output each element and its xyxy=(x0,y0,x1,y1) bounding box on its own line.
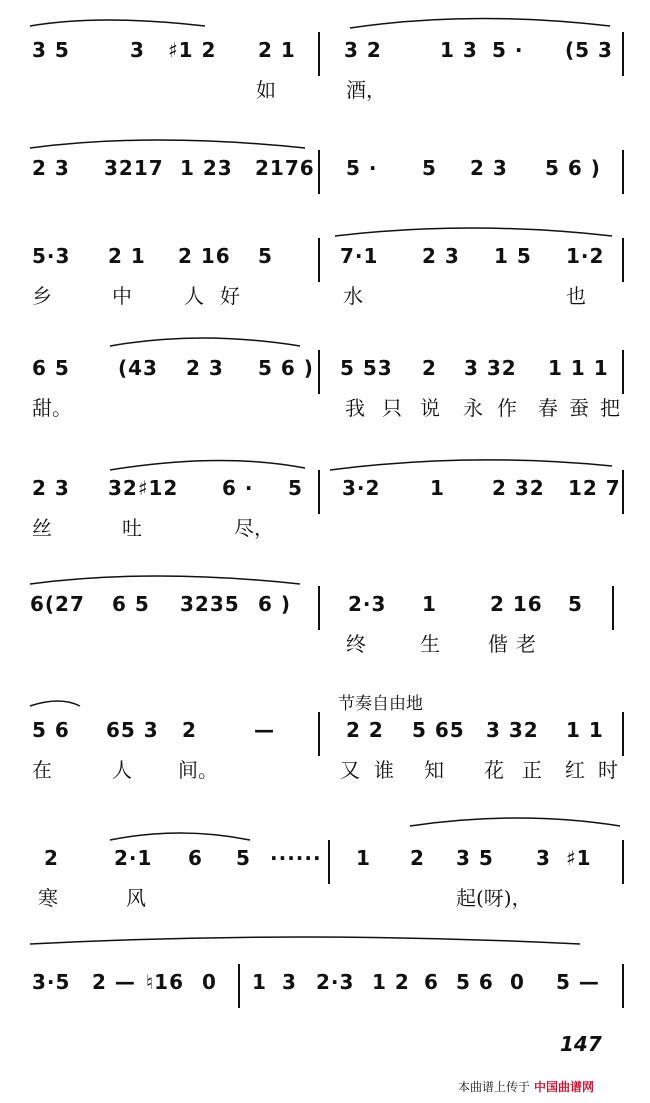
note-group: 3 xyxy=(282,970,297,994)
tempo-marking: 节奏自由地 xyxy=(338,694,423,714)
note-group: 6 5 xyxy=(32,356,70,380)
barline xyxy=(622,964,624,1008)
note-group: 5 6 ) xyxy=(258,356,314,380)
lyric-char: 永 xyxy=(463,396,483,420)
note-group: — xyxy=(254,718,275,742)
note-group: 6 · xyxy=(222,476,254,500)
note-group: 5 65 xyxy=(412,718,465,742)
notation-line xyxy=(0,568,650,628)
barline xyxy=(318,238,320,282)
lyrics-line xyxy=(0,74,650,114)
note-group: 1 3 xyxy=(440,38,478,62)
lyric-char: 风 xyxy=(126,886,146,910)
footer-prefix: 本曲谱上传于 xyxy=(458,1080,531,1094)
notation-line xyxy=(0,946,650,1006)
barline xyxy=(328,840,330,884)
note-group: ♮16 xyxy=(146,970,184,994)
note-group: 2 3 xyxy=(186,356,224,380)
barline xyxy=(238,964,240,1008)
note-group: 1 23 xyxy=(180,156,233,180)
lyric-char: 谁 xyxy=(374,758,394,782)
note-group: 5 · xyxy=(492,38,524,62)
note-group: 3 32 xyxy=(486,718,539,742)
lyric-char: 正 xyxy=(522,758,542,782)
note-group: 5 — xyxy=(556,970,600,994)
note-group: 3·2 xyxy=(342,476,381,500)
lyric-char: 人 xyxy=(112,758,132,782)
lyric-char: 生 xyxy=(420,632,440,656)
lyrics-line xyxy=(0,882,650,922)
notation-line xyxy=(0,332,650,392)
note-group: 5 xyxy=(422,156,437,180)
footer-brand: 中国曲谱网 xyxy=(534,1080,595,1094)
notation-line xyxy=(0,822,650,882)
note-group: 2 1 xyxy=(108,244,146,268)
lyric-char: 在 xyxy=(32,758,52,782)
note-group: (5 3 xyxy=(565,38,613,62)
lyrics-line xyxy=(0,1006,650,1046)
lyric-char: 尽， xyxy=(234,516,274,540)
note-group: 2 16 xyxy=(490,592,543,616)
note-group: 2 32 xyxy=(492,476,545,500)
note-group: 6 xyxy=(188,846,203,870)
note-group: 2 3 xyxy=(32,476,70,500)
barline xyxy=(318,586,320,630)
barline xyxy=(318,150,320,194)
note-group: 12 7 xyxy=(568,476,621,500)
note-group: 5 · xyxy=(346,156,378,180)
note-group: 2176 xyxy=(255,156,315,180)
lyric-char: 又 xyxy=(340,758,360,782)
lyric-char: 说 xyxy=(420,396,440,420)
note-group: 1 xyxy=(356,846,371,870)
note-group: 5 6 ) xyxy=(545,156,601,180)
lyric-char: 间。 xyxy=(178,758,218,782)
note-group: 2 xyxy=(422,356,437,380)
notation-line xyxy=(0,694,650,754)
note-group: 3·5 xyxy=(32,970,71,994)
barline xyxy=(622,840,624,884)
lyrics-line xyxy=(0,628,650,668)
note-group: 5 xyxy=(236,846,251,870)
barline xyxy=(612,586,614,630)
lyric-char: 只 xyxy=(382,396,402,420)
note-group: (43 xyxy=(118,356,158,380)
score-row xyxy=(0,694,650,814)
barline xyxy=(622,350,624,394)
lyric-char: 中 xyxy=(112,284,132,308)
footer-credit xyxy=(458,1078,594,1095)
note-group: 5 53 xyxy=(340,356,393,380)
note-group: 6 5 xyxy=(112,592,150,616)
lyric-char: 水 xyxy=(343,284,363,308)
lyric-char: 乡 xyxy=(32,284,52,308)
note-group: ······ xyxy=(270,846,322,870)
notation-line xyxy=(0,14,650,74)
barline xyxy=(622,238,624,282)
note-group: 3 5 xyxy=(32,38,70,62)
lyrics-line xyxy=(0,392,650,432)
lyric-char: 人 xyxy=(184,284,204,308)
note-group: 7·1 xyxy=(340,244,379,268)
note-group: 5 xyxy=(288,476,303,500)
lyrics-line xyxy=(0,512,650,552)
lyric-char: 酒， xyxy=(346,78,386,102)
note-group: ♯1 2 xyxy=(168,38,217,62)
note-group: 3 xyxy=(536,846,551,870)
barline xyxy=(318,470,320,514)
note-group: 6(27 xyxy=(30,592,85,616)
lyric-char: 我 xyxy=(345,396,365,420)
lyric-char: 时 xyxy=(598,758,618,782)
lyric-char: 丝 xyxy=(32,516,52,540)
lyric-char: 甜。 xyxy=(32,396,72,420)
note-group: 5·3 xyxy=(32,244,71,268)
note-group: 2 2 xyxy=(346,718,384,742)
note-group: 6 xyxy=(424,970,439,994)
note-group: 2 — xyxy=(92,970,136,994)
notation-line xyxy=(0,220,650,280)
barline xyxy=(318,350,320,394)
note-group: 3 5 xyxy=(456,846,494,870)
note-group: 2 xyxy=(44,846,59,870)
score-row xyxy=(0,568,650,688)
lyric-char: 吐 xyxy=(122,516,142,540)
note-group: 2·3 xyxy=(316,970,355,994)
lyric-char: 起(呀)， xyxy=(456,886,532,910)
note-group: 3 32 xyxy=(464,356,517,380)
note-group: 3 2 xyxy=(344,38,382,62)
barline xyxy=(622,150,624,194)
note-group: 2 3 xyxy=(32,156,70,180)
lyrics-line xyxy=(0,280,650,320)
lyric-char: 把 xyxy=(600,396,620,420)
lyric-char: 好 xyxy=(220,284,240,308)
lyric-char: 蚕 xyxy=(569,396,589,420)
score-row xyxy=(0,452,650,572)
note-group: 1 1 xyxy=(566,718,604,742)
note-group: 5 xyxy=(568,592,583,616)
lyric-char: 也 xyxy=(566,284,586,308)
lyric-char: 作 xyxy=(497,396,517,420)
barline xyxy=(318,32,320,76)
lyric-char: 知 xyxy=(424,758,444,782)
lyric-char: 如 xyxy=(256,78,276,102)
notation-line xyxy=(0,452,650,512)
note-group: 2 xyxy=(410,846,425,870)
lyric-char: 花 xyxy=(484,758,504,782)
barline xyxy=(622,32,624,76)
note-group: 2 3 xyxy=(470,156,508,180)
note-group: 2 3 xyxy=(422,244,460,268)
note-group: 32♯12 xyxy=(108,476,179,500)
note-group: 5 6 xyxy=(456,970,494,994)
note-group: 2 xyxy=(182,718,197,742)
notation-line xyxy=(0,132,650,192)
note-group: 1·2 xyxy=(566,244,605,268)
note-group: 2·3 xyxy=(348,592,387,616)
score-row xyxy=(0,220,650,340)
barline xyxy=(622,470,624,514)
note-group: 3235 xyxy=(180,592,240,616)
note-group: 0 xyxy=(202,970,217,994)
note-group: 0 xyxy=(510,970,525,994)
lyric-char: 终 xyxy=(346,632,366,656)
lyric-char: 偕 xyxy=(488,632,508,656)
lyric-char: 寒 xyxy=(38,886,58,910)
barline xyxy=(318,712,320,756)
note-group: 1 xyxy=(422,592,437,616)
note-group: 1 xyxy=(252,970,267,994)
barline xyxy=(622,712,624,756)
score-row xyxy=(0,946,650,1066)
note-group: 2 16 xyxy=(178,244,231,268)
score-row xyxy=(0,822,650,942)
note-group: 3 xyxy=(130,38,145,62)
lyric-char: 春 xyxy=(538,396,558,420)
note-group: 3217 xyxy=(104,156,164,180)
note-group: 5 6 xyxy=(32,718,70,742)
note-group: 2·1 xyxy=(114,846,153,870)
note-group: 1 2 xyxy=(372,970,410,994)
score-row xyxy=(0,14,650,134)
note-group: 1 1 1 xyxy=(548,356,609,380)
note-group: 2 1 xyxy=(258,38,296,62)
page-number: 147 xyxy=(560,1032,602,1056)
lyric-char: 红 xyxy=(565,758,585,782)
note-group: 1 5 xyxy=(494,244,532,268)
score-row xyxy=(0,332,650,452)
lyric-char: 老 xyxy=(516,632,536,656)
lyrics-line xyxy=(0,754,650,794)
note-group: 5 xyxy=(258,244,273,268)
note-group: ♯1 xyxy=(566,846,592,870)
note-group: 65 3 xyxy=(106,718,159,742)
note-group: 6 ) xyxy=(258,592,292,616)
note-group: 1 xyxy=(430,476,445,500)
